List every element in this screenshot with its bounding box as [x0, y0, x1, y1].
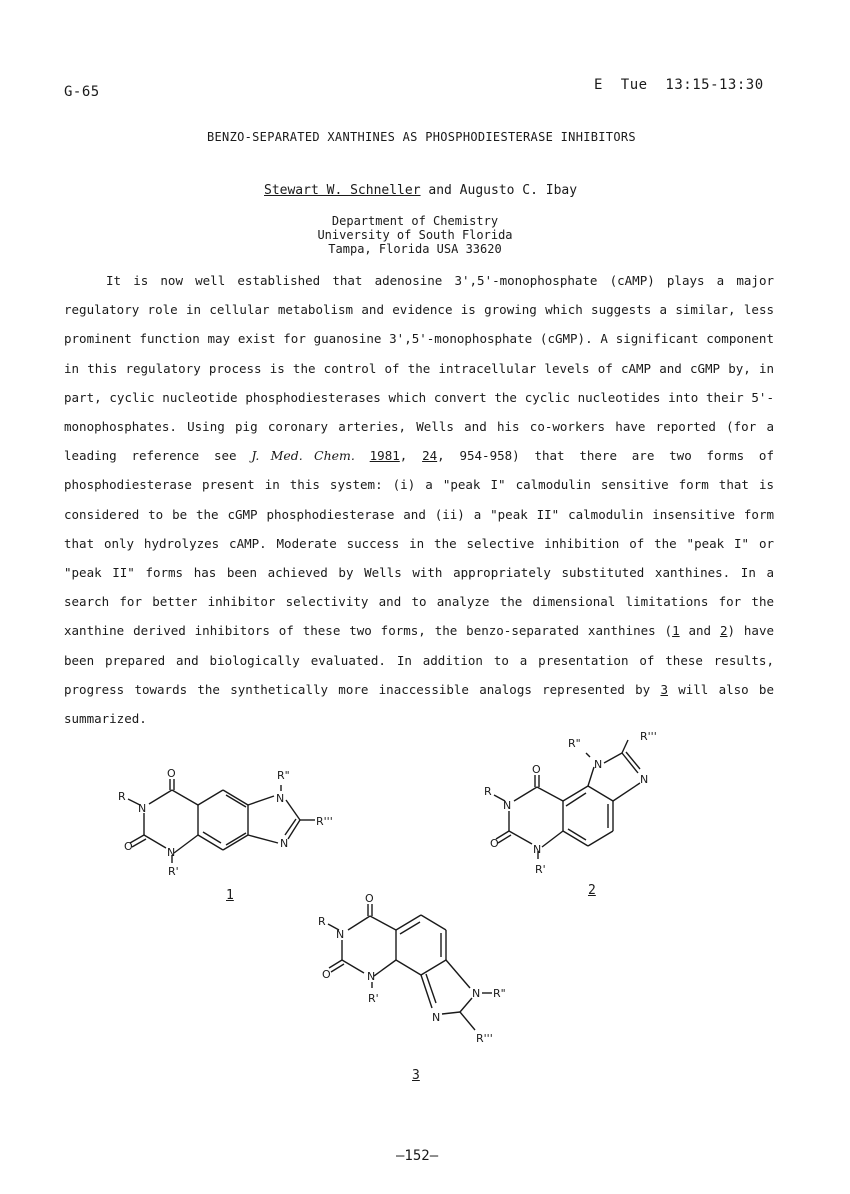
- affiliation-address: Tampa, Florida USA 33620: [328, 242, 502, 256]
- journal-name: J. Med. Chem.: [251, 448, 355, 464]
- affiliation-university: University of South Florida: [317, 228, 513, 242]
- oxygen-label: O: [167, 767, 176, 780]
- structure-1-label: 1: [226, 888, 234, 903]
- nitrogen-label: N: [472, 987, 481, 1000]
- compound-ref-1: 1: [672, 623, 680, 639]
- r-triple-prime-label: R''': [640, 730, 657, 743]
- r-prime-label: R': [168, 865, 179, 878]
- r-prime-label: R': [368, 992, 379, 1005]
- nitrogen-label: N: [640, 773, 649, 786]
- session-time: E Tue 13:15-13:30: [594, 77, 764, 93]
- r-triple-prime-label: R''': [476, 1032, 493, 1045]
- r-double-prime-label: R": [568, 737, 581, 750]
- nitrogen-label: N: [594, 758, 603, 771]
- author-presenting: Stewart W. Schneller: [264, 183, 421, 198]
- r-triple-prime-label: R''': [316, 815, 333, 828]
- abstract-paragraph: It is now well established that adenosine 3',5'-monophosphate (cAMP) plays a major regulatory role in cellular metabolism and evidence is growing which suggests a similar, less prominent function may exist for guanosine 3',5'-monophosphate (cGMP). A significant component in this regulatory process is the control of the intracellular levels of cAMP and cGMP by, in part, cyclic nucleotide phosphodiesterases which convert the cyclic nucleotides into their 5'-monophosphates. Using pig coronary arteries, Wells and his co-workers have reported (for a leading reference see J. Med. Chem. 1981, 24, 954-958) that there are two forms of phosphodiesterase present in this system: (i) a "peak I" calmodulin sensitive form that is considered to be the cGMP phosphodiesterase and (ii) a "peak II" calmodulin insensitive form that only hydrolyzes cAMP. Moderate success in the selective inhibition of the "peak I" or "peak II" forms has been achieved by Wells with appropriately substituted xanthines. In a search for better inhibitor selectivity and to analyze the dimensional limitations for the xanthine derived inhibitors of these two forms, the benzo-separated xanthines (1 and 2) have been prepared and biologically evaluated. In addition to a presentation of these results, progress towards the synthetically more inaccessible analogs represented by 3 will also be summarized.: [64, 273, 774, 727]
- journal-volume: 24: [422, 448, 438, 464]
- nitrogen-label: N: [138, 802, 147, 815]
- abstract-body: [64, 266, 774, 733]
- session-code: G-65: [64, 84, 100, 100]
- paper-title: BENZO-SEPARATED XANTHINES AS PHOSPHODIESTERASE INHIBITORS: [207, 130, 636, 144]
- oxygen-label: O: [490, 837, 499, 850]
- nitrogen-label: N: [276, 792, 285, 805]
- r-double-prime-label: R": [493, 987, 506, 1000]
- compound-ref-3: 3: [660, 681, 668, 697]
- structure-3: [310, 890, 530, 1055]
- oxygen-label: O: [124, 840, 133, 853]
- r-label: R: [318, 915, 326, 928]
- author-coauthor: and Augusto C. Ibay: [420, 183, 578, 198]
- nitrogen-label: N: [336, 928, 345, 941]
- structure-2-label: 2: [588, 883, 596, 898]
- nitrogen-label: N: [280, 837, 289, 850]
- oxygen-label: O: [322, 968, 331, 981]
- page-number: —152—: [396, 1148, 439, 1164]
- journal-year: 1981: [369, 448, 400, 464]
- authors: [264, 183, 577, 198]
- nitrogen-label: N: [367, 970, 376, 983]
- nitrogen-label: N: [503, 799, 512, 812]
- nitrogen-label: N: [432, 1011, 441, 1024]
- r-label: R: [484, 785, 492, 798]
- oxygen-label: O: [365, 892, 374, 905]
- r-double-prime-label: R": [277, 769, 290, 782]
- r-label: R: [118, 790, 126, 803]
- nitrogen-label: N: [167, 846, 176, 859]
- structure-2: [480, 725, 700, 885]
- nitrogen-label: N: [533, 843, 542, 856]
- affiliation: [300, 214, 530, 256]
- structure-3-label: 3: [412, 1068, 420, 1083]
- r-prime-label: R': [535, 863, 546, 876]
- oxygen-label: O: [532, 763, 541, 776]
- compound-ref-2: 2: [719, 623, 728, 639]
- affiliation-department: Department of Chemistry: [331, 214, 499, 228]
